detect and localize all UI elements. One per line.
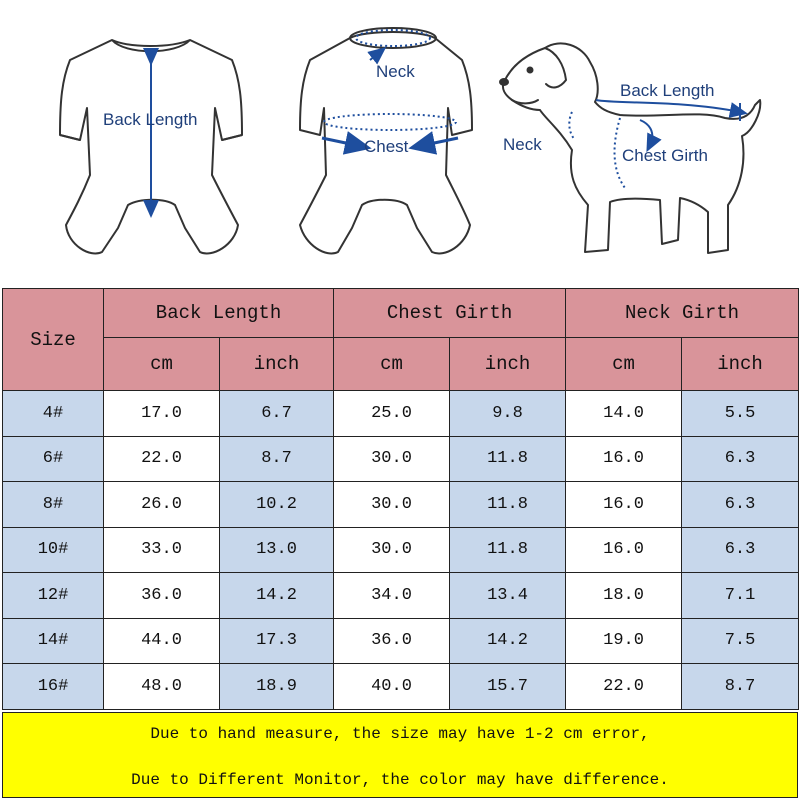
value-cell: 25.0 [334, 391, 450, 437]
size-cell: 16# [3, 664, 104, 710]
note-line-1: Due to hand measure, the size may have 1-2 cm error, [150, 725, 650, 743]
value-cell: 36.0 [334, 618, 450, 664]
table-row [3, 391, 799, 437]
value-cell: 30.0 [334, 436, 450, 482]
dog-back-length-arrow [596, 100, 740, 112]
table-row [3, 664, 799, 710]
value-cell: 14.2 [450, 618, 566, 664]
illustration-svg [0, 0, 800, 283]
value-cell: 6.3 [682, 436, 799, 482]
size-cell: 6# [3, 436, 104, 482]
value-cell: 16.0 [566, 527, 682, 573]
unit-header: inch [682, 338, 799, 391]
value-cell: 18.9 [220, 664, 334, 710]
value-cell: 16.0 [566, 482, 682, 528]
value-cell: 10.2 [220, 482, 334, 528]
value-cell: 14.0 [566, 391, 682, 437]
value-cell: 14.2 [220, 573, 334, 619]
value-cell: 16.0 [566, 436, 682, 482]
dog-back-length-label: Back Length [620, 81, 715, 100]
value-cell: 40.0 [334, 664, 450, 710]
value-cell: 48.0 [104, 664, 220, 710]
back-view-neck-label: Neck [376, 62, 415, 81]
table-row [3, 482, 799, 528]
value-cell: 9.8 [450, 391, 566, 437]
value-cell: 13.0 [220, 527, 334, 573]
value-cell: 15.7 [450, 664, 566, 710]
value-cell: 8.7 [220, 436, 334, 482]
chest-girth-header: Chest Girth [334, 289, 566, 338]
notes-box [2, 712, 798, 798]
value-cell: 11.8 [450, 436, 566, 482]
unit-header: cm [566, 338, 682, 391]
back-view-chest-label: Chest [364, 137, 409, 156]
value-cell: 7.5 [682, 618, 799, 664]
unit-header: cm [104, 338, 220, 391]
dog-neck-label: Neck [503, 135, 542, 154]
value-cell: 7.1 [682, 573, 799, 619]
value-cell: 22.0 [566, 664, 682, 710]
back-length-header: Back Length [104, 289, 334, 338]
table-row [3, 527, 799, 573]
value-cell: 44.0 [104, 618, 220, 664]
value-cell: 11.8 [450, 527, 566, 573]
value-cell: 34.0 [334, 573, 450, 619]
unit-header: cm [334, 338, 450, 391]
unit-header: inch [220, 338, 334, 391]
value-cell: 5.5 [682, 391, 799, 437]
value-cell: 13.4 [450, 573, 566, 619]
unit-header: inch [450, 338, 566, 391]
value-cell: 6.7 [220, 391, 334, 437]
value-cell: 19.0 [566, 618, 682, 664]
value-cell: 17.0 [104, 391, 220, 437]
size-cell: 14# [3, 618, 104, 664]
value-cell: 30.0 [334, 527, 450, 573]
size-header: Size [3, 289, 104, 391]
value-cell: 30.0 [334, 482, 450, 528]
table-row [3, 436, 799, 482]
value-cell: 17.3 [220, 618, 334, 664]
value-cell: 22.0 [104, 436, 220, 482]
table-unit-row [3, 338, 799, 391]
value-cell: 18.0 [566, 573, 682, 619]
value-cell: 8.7 [682, 664, 799, 710]
table-body [3, 391, 799, 710]
value-cell: 26.0 [104, 482, 220, 528]
value-cell: 6.3 [682, 527, 799, 573]
value-cell: 36.0 [104, 573, 220, 619]
size-cell: 10# [3, 527, 104, 573]
size-cell: 4# [3, 391, 104, 437]
table-row [3, 618, 799, 664]
table-header-row [3, 289, 799, 338]
neck-girth-header: Neck Girth [566, 289, 799, 338]
front-back-length-label: Back Length [103, 110, 198, 129]
size-cell: 8# [3, 482, 104, 528]
size-chart-table [2, 288, 799, 710]
size-cell: 12# [3, 573, 104, 619]
measurement-illustration [0, 0, 800, 283]
value-cell: 6.3 [682, 482, 799, 528]
note-line-2: Due to Different Monitor, the color may have difference. [131, 771, 669, 789]
value-cell: 33.0 [104, 527, 220, 573]
value-cell: 11.8 [450, 482, 566, 528]
dog-chest-girth-label: Chest Girth [622, 146, 708, 165]
table-row [3, 573, 799, 619]
